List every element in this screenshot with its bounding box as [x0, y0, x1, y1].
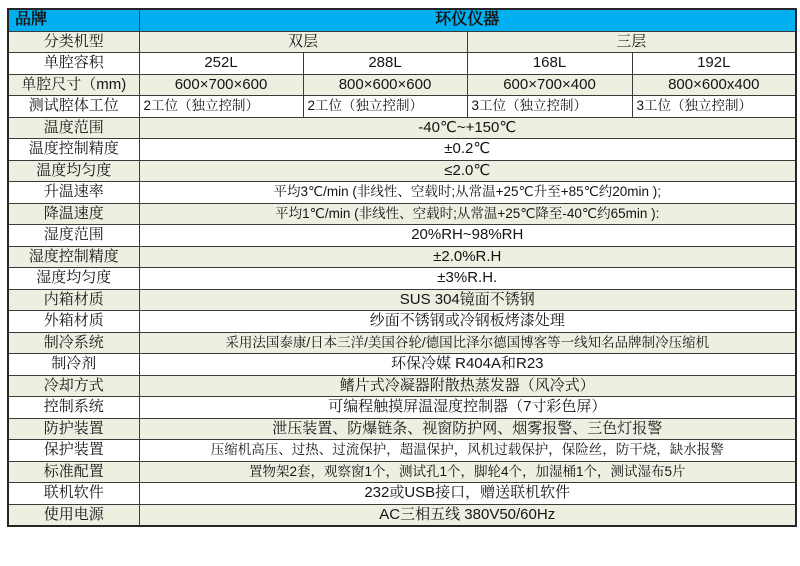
cell-value: 168L [467, 53, 632, 75]
row-value: -40℃~+150℃ [139, 117, 796, 139]
row-value: 环保冷媒 R404A和R23 [139, 354, 796, 376]
row-value: ≤2.0℃ [139, 160, 796, 182]
row-label: 温度均匀度 [8, 160, 139, 182]
cell-value: 600×700×600 [139, 74, 303, 96]
row-value: 平均3℃/min (非线性、空载时;从常温+25℃升至+85℃约20min ); [139, 182, 796, 204]
row-value: 20%RH~98%RH [139, 225, 796, 247]
table-row-protection-devices [8, 440, 796, 462]
table-row-temp-accuracy [8, 139, 796, 161]
cell-value: 800×600×600 [303, 74, 467, 96]
row-label: 单腔容积 [8, 53, 139, 75]
row-value: 采用法国泰康/日本三洋/美国谷轮/德国比泽尔德国博客等一线知名品牌制冷压缩机 [139, 332, 796, 354]
row-label: 测试腔体工位 [8, 96, 139, 118]
row-label: 标准配置 [8, 461, 139, 483]
table-row-outer-material [8, 311, 796, 333]
cell-value: 2工位（独立控制） [303, 96, 467, 118]
table-row-refrigerant [8, 354, 796, 376]
row-label: 制冷系统 [8, 332, 139, 354]
row-label: 控制系统 [8, 397, 139, 419]
table-row-standard-config [8, 461, 796, 483]
table-row-humidity-range [8, 225, 796, 247]
table-row-stations [8, 96, 796, 118]
cell-value: 192L [632, 53, 796, 75]
row-value: SUS 304镜面不锈钢 [139, 289, 796, 311]
brand-value: 环仪仪器 [139, 9, 796, 31]
cell-value: 3工位（独立控制） [467, 96, 632, 118]
row-value: 置物架2套，观察窗1个，测试孔1个，脚轮4个，加湿桶1个，测试湿布5片 [139, 461, 796, 483]
row-label: 冷却方式 [8, 375, 139, 397]
row-label: 联机软件 [8, 483, 139, 505]
row-value: 压缩机高压、过热、过流保护，超温保护，风机过载保护，保险丝，防干烧，缺水报警 [139, 440, 796, 462]
table-row-humidity-accuracy [8, 246, 796, 268]
cell-value: 288L [303, 53, 467, 75]
cell-value: 800×600x400 [632, 74, 796, 96]
row-value: 可编程触摸屏温湿度控制器（7寸彩色屏） [139, 397, 796, 419]
cell-value: 252L [139, 53, 303, 75]
row-label: 湿度范围 [8, 225, 139, 247]
table-row-inner-material [8, 289, 796, 311]
table-row-cooling-method [8, 375, 796, 397]
table-row-control-system [8, 397, 796, 419]
row-value: 平均1℃/min (非线性、空载时;从常温+25℃降至-40℃约65min ): [139, 203, 796, 225]
row-label: 品牌 [8, 9, 139, 31]
row-label: 分类机型 [8, 31, 139, 53]
row-value: ±3%R.H. [139, 268, 796, 290]
row-label: 升温速率 [8, 182, 139, 204]
spec-table [7, 8, 797, 527]
row-value: 鳍片式冷凝器附散热蒸发器（风冷式） [139, 375, 796, 397]
row-label: 温度范围 [8, 117, 139, 139]
row-value: ±0.2℃ [139, 139, 796, 161]
row-label: 单腔尺寸（mm) [8, 74, 139, 96]
table-row-heating-rate [8, 182, 796, 204]
row-label: 温度控制精度 [8, 139, 139, 161]
table-row-safety-devices [8, 418, 796, 440]
cell-value: 600×700×400 [467, 74, 632, 96]
cell-value: 2工位（独立控制） [139, 96, 303, 118]
cell-value: 3工位（独立控制） [632, 96, 796, 118]
row-label: 湿度控制精度 [8, 246, 139, 268]
row-label: 内箱材质 [8, 289, 139, 311]
row-label: 保护装置 [8, 440, 139, 462]
row-label: 防护装置 [8, 418, 139, 440]
table-row-software [8, 483, 796, 505]
category-group-1: 双层 [139, 31, 467, 53]
row-label: 使用电源 [8, 504, 139, 526]
table-row-cooling-rate [8, 203, 796, 225]
row-value: 纱面不锈钢或冷钢板烤漆处理 [139, 311, 796, 333]
table-row-volume [8, 53, 796, 75]
row-label: 制冷剂 [8, 354, 139, 376]
row-label: 外箱材质 [8, 311, 139, 333]
table-row-brand [8, 9, 796, 31]
table-row-humidity-uniformity [8, 268, 796, 290]
table-row-power-supply [8, 504, 796, 526]
table-row-temp-range [8, 117, 796, 139]
table-row-dimensions [8, 74, 796, 96]
row-label: 降温速度 [8, 203, 139, 225]
row-value: ±2.0%R.H [139, 246, 796, 268]
table-row-category [8, 31, 796, 53]
table-row-temp-uniformity [8, 160, 796, 182]
row-label: 湿度均匀度 [8, 268, 139, 290]
row-value: AC三相五线 380V50/60Hz [139, 504, 796, 526]
row-value: 232或USB接口，赠送联机软件 [139, 483, 796, 505]
category-group-2: 三层 [467, 31, 796, 53]
table-row-refrigeration-system [8, 332, 796, 354]
row-value: 泄压装置、防爆链条、视窗防护网、烟雾报警、三色灯报警 [139, 418, 796, 440]
